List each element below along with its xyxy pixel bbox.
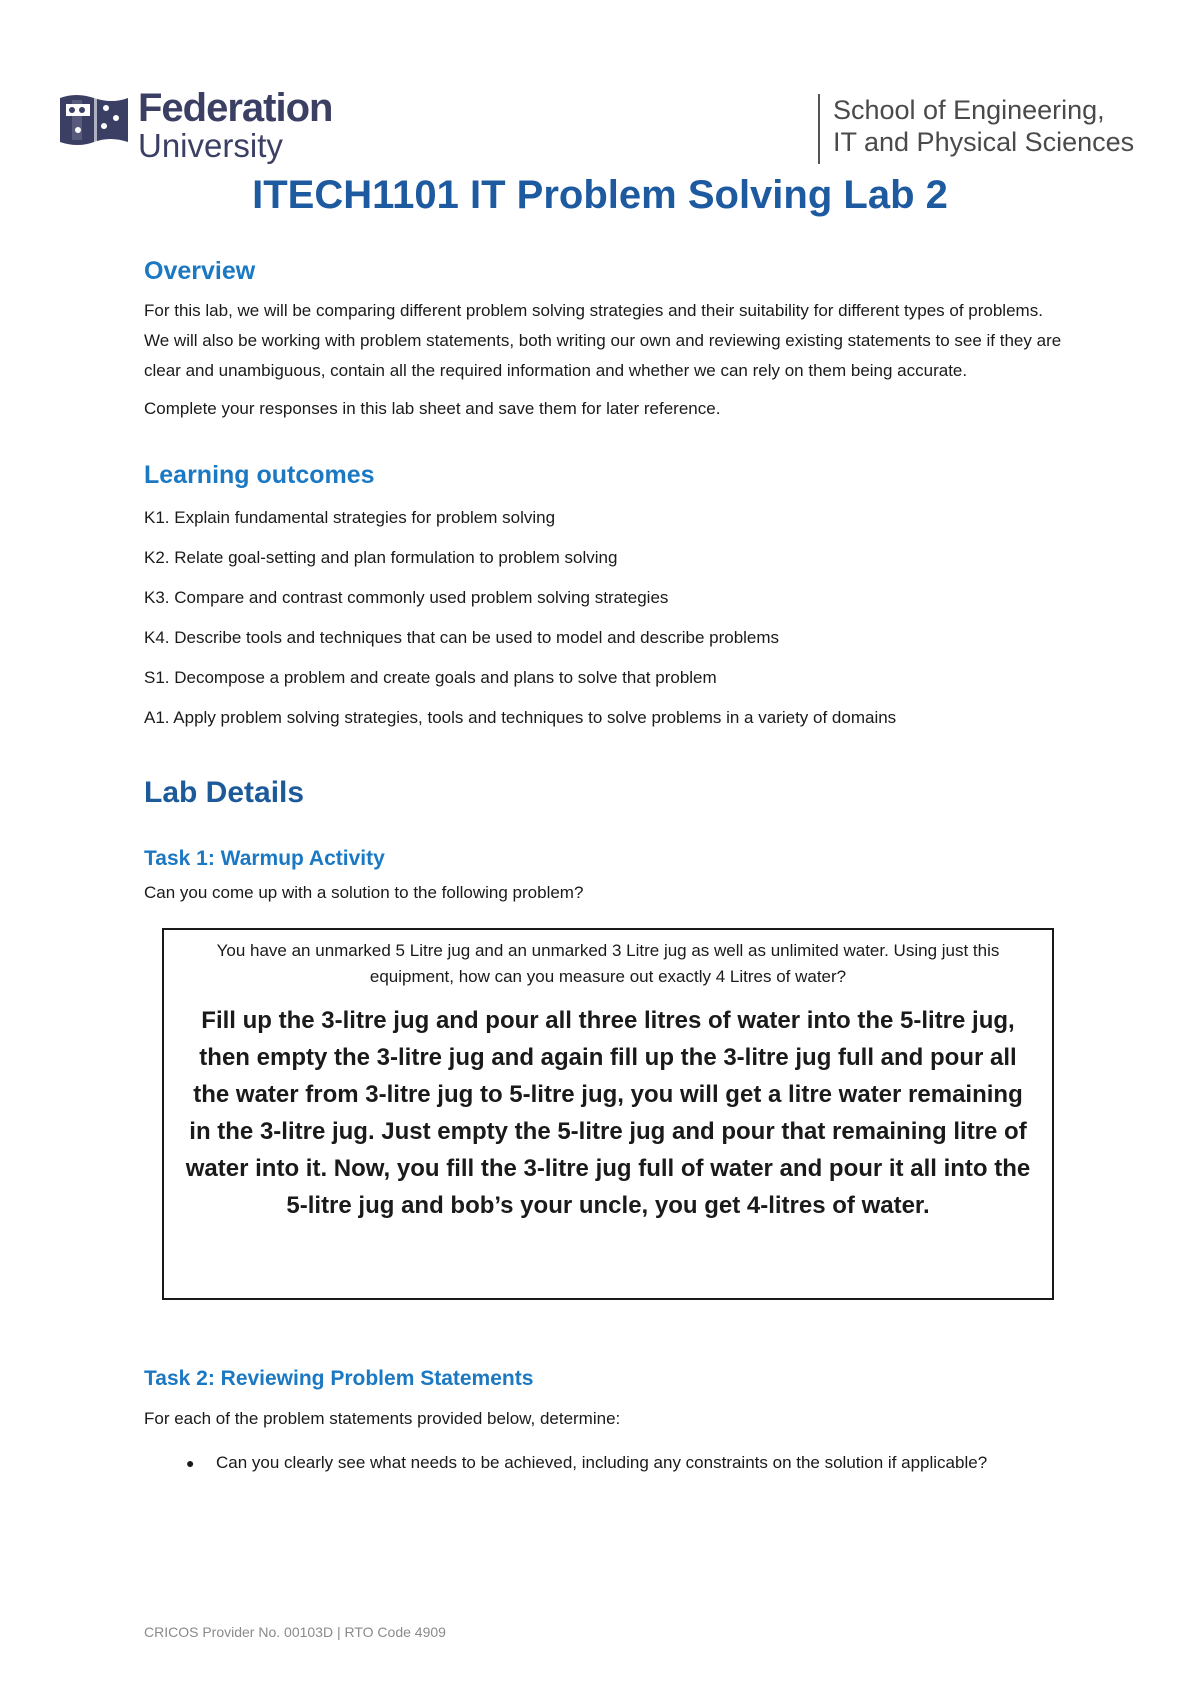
lab-details-heading: Lab Details: [144, 776, 305, 809]
task1-prompt: Can you come up with a solution to the following problem?: [144, 883, 584, 902]
school-line-2: IT and Physical Sciences: [833, 127, 1135, 157]
task1-question: You have an unmarked 5 Litre jug and an unmarked 3 Litre jug as well as unlimited water. Using just this equipment, how can you measure out exactly 4 Litres of water?: [216, 941, 1000, 986]
task2-prompt: For each of the problem statements provided below, determine:: [144, 1409, 621, 1428]
logo-university-text: University: [138, 127, 283, 164]
overview-body: For this lab, we will be comparing different problem solving strategies and their suitability for different types of problems. We will also be working with problem statements, both writing our own and reviewing existing statements to see if they are clear and unambiguous, contain all the required information and whether we can rely on them being accurate.: [144, 301, 1062, 380]
school-line-1: School of Engineering,: [833, 95, 1105, 125]
task1-answer: Fill up the 3-litre jug and pour all three litres of water into the 5-litre jug, then empty the 3-litre jug and again fill up the 3-litre jug full and pour all the water from 3-litre jug to 5-litre jug, you will get a litre water remaining in the 3-litre jug. Just empty the 5-litre jug and pour that remaining litre of water into it. Now, you fill the 3-litre jug full of water and pour it all into the 5-litre jug and bob’s your uncle, you get 4-litres of water.: [185, 1007, 1031, 1219]
outcome-item: K2. Relate goal-setting and plan formulation to problem solving: [144, 548, 618, 567]
list-item: [144, 1448, 1064, 1478]
learning-outcomes-list: [144, 498, 1064, 738]
page-footer: CRICOS Provider No. 00103D | RTO Code 4909: [144, 1624, 446, 1640]
outcome-item: K4. Describe tools and techniques that can be used to model and describe problems: [144, 628, 780, 647]
overview-heading: Overview: [144, 257, 256, 285]
outcome-item: K3. Compare and contrast commonly used problem solving strategies: [144, 588, 669, 607]
task1-answer-box: [162, 928, 1054, 1300]
outcome-item: S1. Decompose a problem and create goals and plans to solve that problem: [144, 668, 717, 687]
overview-complete-note: Complete your responses in this lab sheet and save them for later reference.: [144, 399, 721, 418]
outcome-item: K1. Explain fundamental strategies for problem solving: [144, 508, 556, 527]
outcome-item: A1. Apply problem solving strategies, tools and techniques to solve problems in a variety of domains: [144, 708, 897, 727]
document-title: ITECH1101 IT Problem Solving Lab 2: [252, 173, 948, 217]
bullet-icon: ●: [186, 1455, 195, 1471]
document-content: [144, 254, 1064, 1478]
task2-bullet-text: Can you clearly see what needs to be achieved, including any constraints on the solution if applicable?: [216, 1453, 988, 1472]
flag-emblem-icon: [58, 90, 130, 150]
logo-federation-text: Federation: [138, 86, 333, 130]
learning-outcomes-heading: Learning outcomes: [144, 461, 375, 489]
federation-university-logo: [58, 86, 333, 164]
school-name: [833, 94, 1134, 158]
header-divider: [818, 94, 820, 164]
task2-bullet-list: [144, 1448, 1064, 1478]
task1-heading: Task 1: Warmup Activity: [144, 847, 385, 870]
task2-heading: Task 2: Reviewing Problem Statements: [144, 1367, 534, 1390]
